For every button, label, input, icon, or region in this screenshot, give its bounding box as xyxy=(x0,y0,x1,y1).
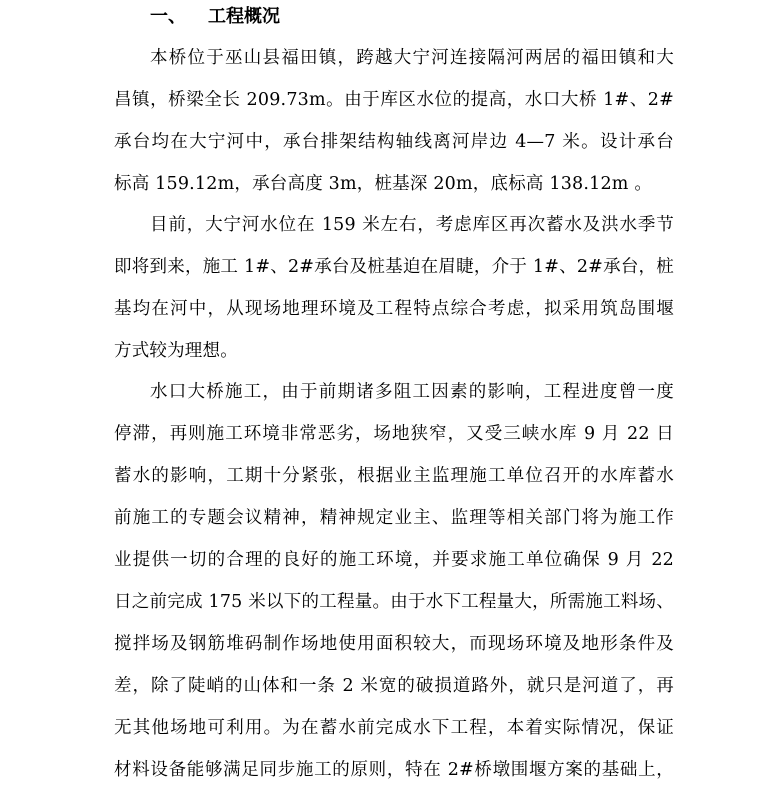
section-title: 工程概况 xyxy=(208,6,280,27)
paragraph-3-line-7: 搅拌场及钢筋堆码制作场地使用面积较大，而现场环境及地形条件及 xyxy=(114,634,674,654)
paragraph-3-line-9: 无其他场地可利用。为在蓄水前完成水下工程，本着实际情况，保证 xyxy=(114,718,674,738)
paragraph-3-line-4: 前施工的专题会议精神，精神规定业主、监理等相关部门将为施工作 xyxy=(114,508,674,528)
paragraph-2-line-3: 基均在河中，从现场地理环境及工程特点综合考虑，拟采用筑岛围堰 xyxy=(114,299,674,319)
paragraph-1-line-2: 昌镇，桥梁全长 209.73m。由于库区水位的提高，水口大桥 1#、2# xyxy=(114,90,674,110)
section-number: 一、 xyxy=(150,6,186,27)
paragraph-3-line-5: 业提供一切的合理的良好的施工环境，并要求施工单位确保 9 月 22 xyxy=(114,550,674,570)
paragraph-3-line-10: 材料设备能够满足同步施工的原则，特在 2#桥墩围堰方案的基础上， xyxy=(114,760,674,780)
paragraph-2-line-4: 方式较为理想。 xyxy=(114,341,238,361)
paragraph-1-line-3: 承台均在大宁河中，承台排架结构轴线离河岸边 4—7 米。设计承台 xyxy=(114,132,674,152)
paragraph-3-line-3: 蓄水的影响，工期十分紧张，根据业主监理施工单位召开的水库蓄水 xyxy=(114,466,674,486)
paragraph-2-line-2: 即将到来，施工 1#、2#承台及桩基迫在眉睫，介于 1#、2#承台，桩 xyxy=(114,257,674,277)
paragraph-1-line-4: 标高 159.12m，承台高度 3m，桩基深 20m，底标高 138.12m 。 xyxy=(114,174,653,194)
paragraph-3-line-8: 差，除了陡峭的山体和一条 2 米宽的破损道路外，就只是河道了，再 xyxy=(114,676,674,696)
paragraph-1-line-1: 本桥位于巫山县福田镇，跨越大宁河连接隔河两居的福田镇和大 xyxy=(150,48,674,68)
section-heading xyxy=(150,3,280,31)
paragraph-2-line-1: 目前，大宁河水位在 159 米左右，考虑库区再次蓄水及洪水季节 xyxy=(150,215,674,235)
paragraph-3-line-1: 水口大桥施工，由于前期诸多阻工因素的影响，工程进度曾一度 xyxy=(150,382,674,402)
paragraph-3-line-6: 日之前完成 175 米以下的工程量。由于水下工程量大，所需施工料场、 xyxy=(114,592,674,612)
paragraph-3-line-2: 停滞，再则施工环境非常恶劣，场地狭窄，又受三峡水库 9 月 22 日 xyxy=(114,424,674,444)
